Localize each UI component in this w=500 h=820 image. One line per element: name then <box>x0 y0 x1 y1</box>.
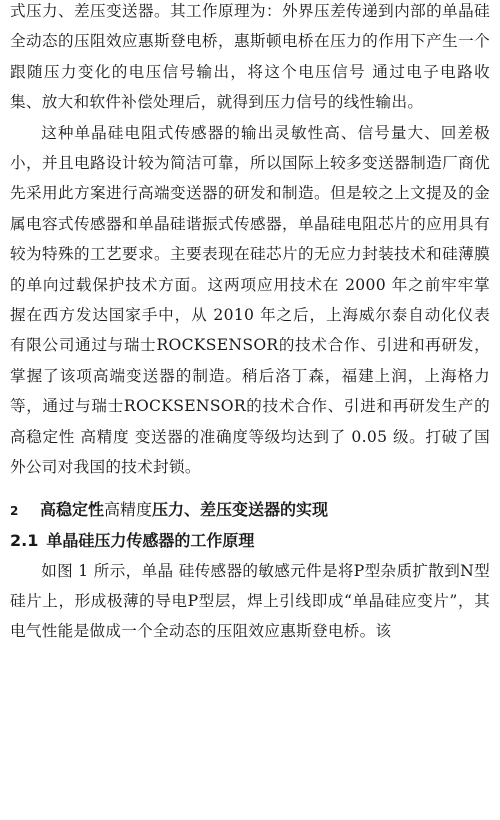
subsection-heading <box>10 526 490 556</box>
section-title-bold-part-2: 压力、差压变送器的实现 <box>152 499 329 519</box>
section-number: 2 <box>10 503 19 518</box>
section-title-normal-part: 高精度 <box>104 499 153 519</box>
subsection-number: 2.1 <box>10 530 39 550</box>
section-title-bold-part: 高稳定性 <box>40 499 105 519</box>
subsection-title: 单晶硅压力传感器的工作原理 <box>46 530 255 550</box>
paragraph-figure-description: 如图 1 所示，单晶 硅传感器的敏感元件是将P型杂质扩散到N型硅片上，形成极薄的导电P型层，焊上引线即成“单晶硅应变片”，其电气性能是做成一个全动态的压阻效应惠斯登电桥。该 <box>10 561 490 641</box>
section-heading <box>10 495 490 526</box>
paragraph-sensor-advantages: 这种单晶硅电阻式传感器的输出灵敏性高、信号量大、回差极小，并且电路设计较为简洁可靠，所以国际上较多变送器制造厂商优先采用此方案进行高端变送器的研发和制造。但是较之上文提及的金属电容式传感器和单晶硅谐振式传感器，单晶硅电阻芯片的应用具有较为特殊的工艺要求。主要表现在硅芯片的无应力封装技术和硅薄膜的单向过载保护技术方面。这两项应用技术在 2000 年之前牢牢掌握在西方发达国家手中，从 2010 年之后，上海威尔泰自动化仪表有限公司通过与瑞士ROCKSENSOR的技术合作、引进和再研发，掌握了该项高端变送器的制造。稍后洛丁森，福建上润，上海格力等，通过与瑞士ROCKSENSOR的技术合作、引进和再研发生产的高稳定性 高精度 变送器的准确度等级均达到了 0.05 级。打破了国外公司对我国的技术封锁。 <box>10 123 490 477</box>
paragraph-working-principle: 式压力、差压变送器。其工作原理为：外界压差传递到内部的单晶硅 全动态的压阻效应惠斯登电桥，惠斯顿电桥在压力的作用下产生一个跟随压力变化的电压信号输出，将这个电压信号 通过电子电路收集、放大和软件补偿处理后，就得到压力信号的线性输出。 <box>10 2 490 112</box>
